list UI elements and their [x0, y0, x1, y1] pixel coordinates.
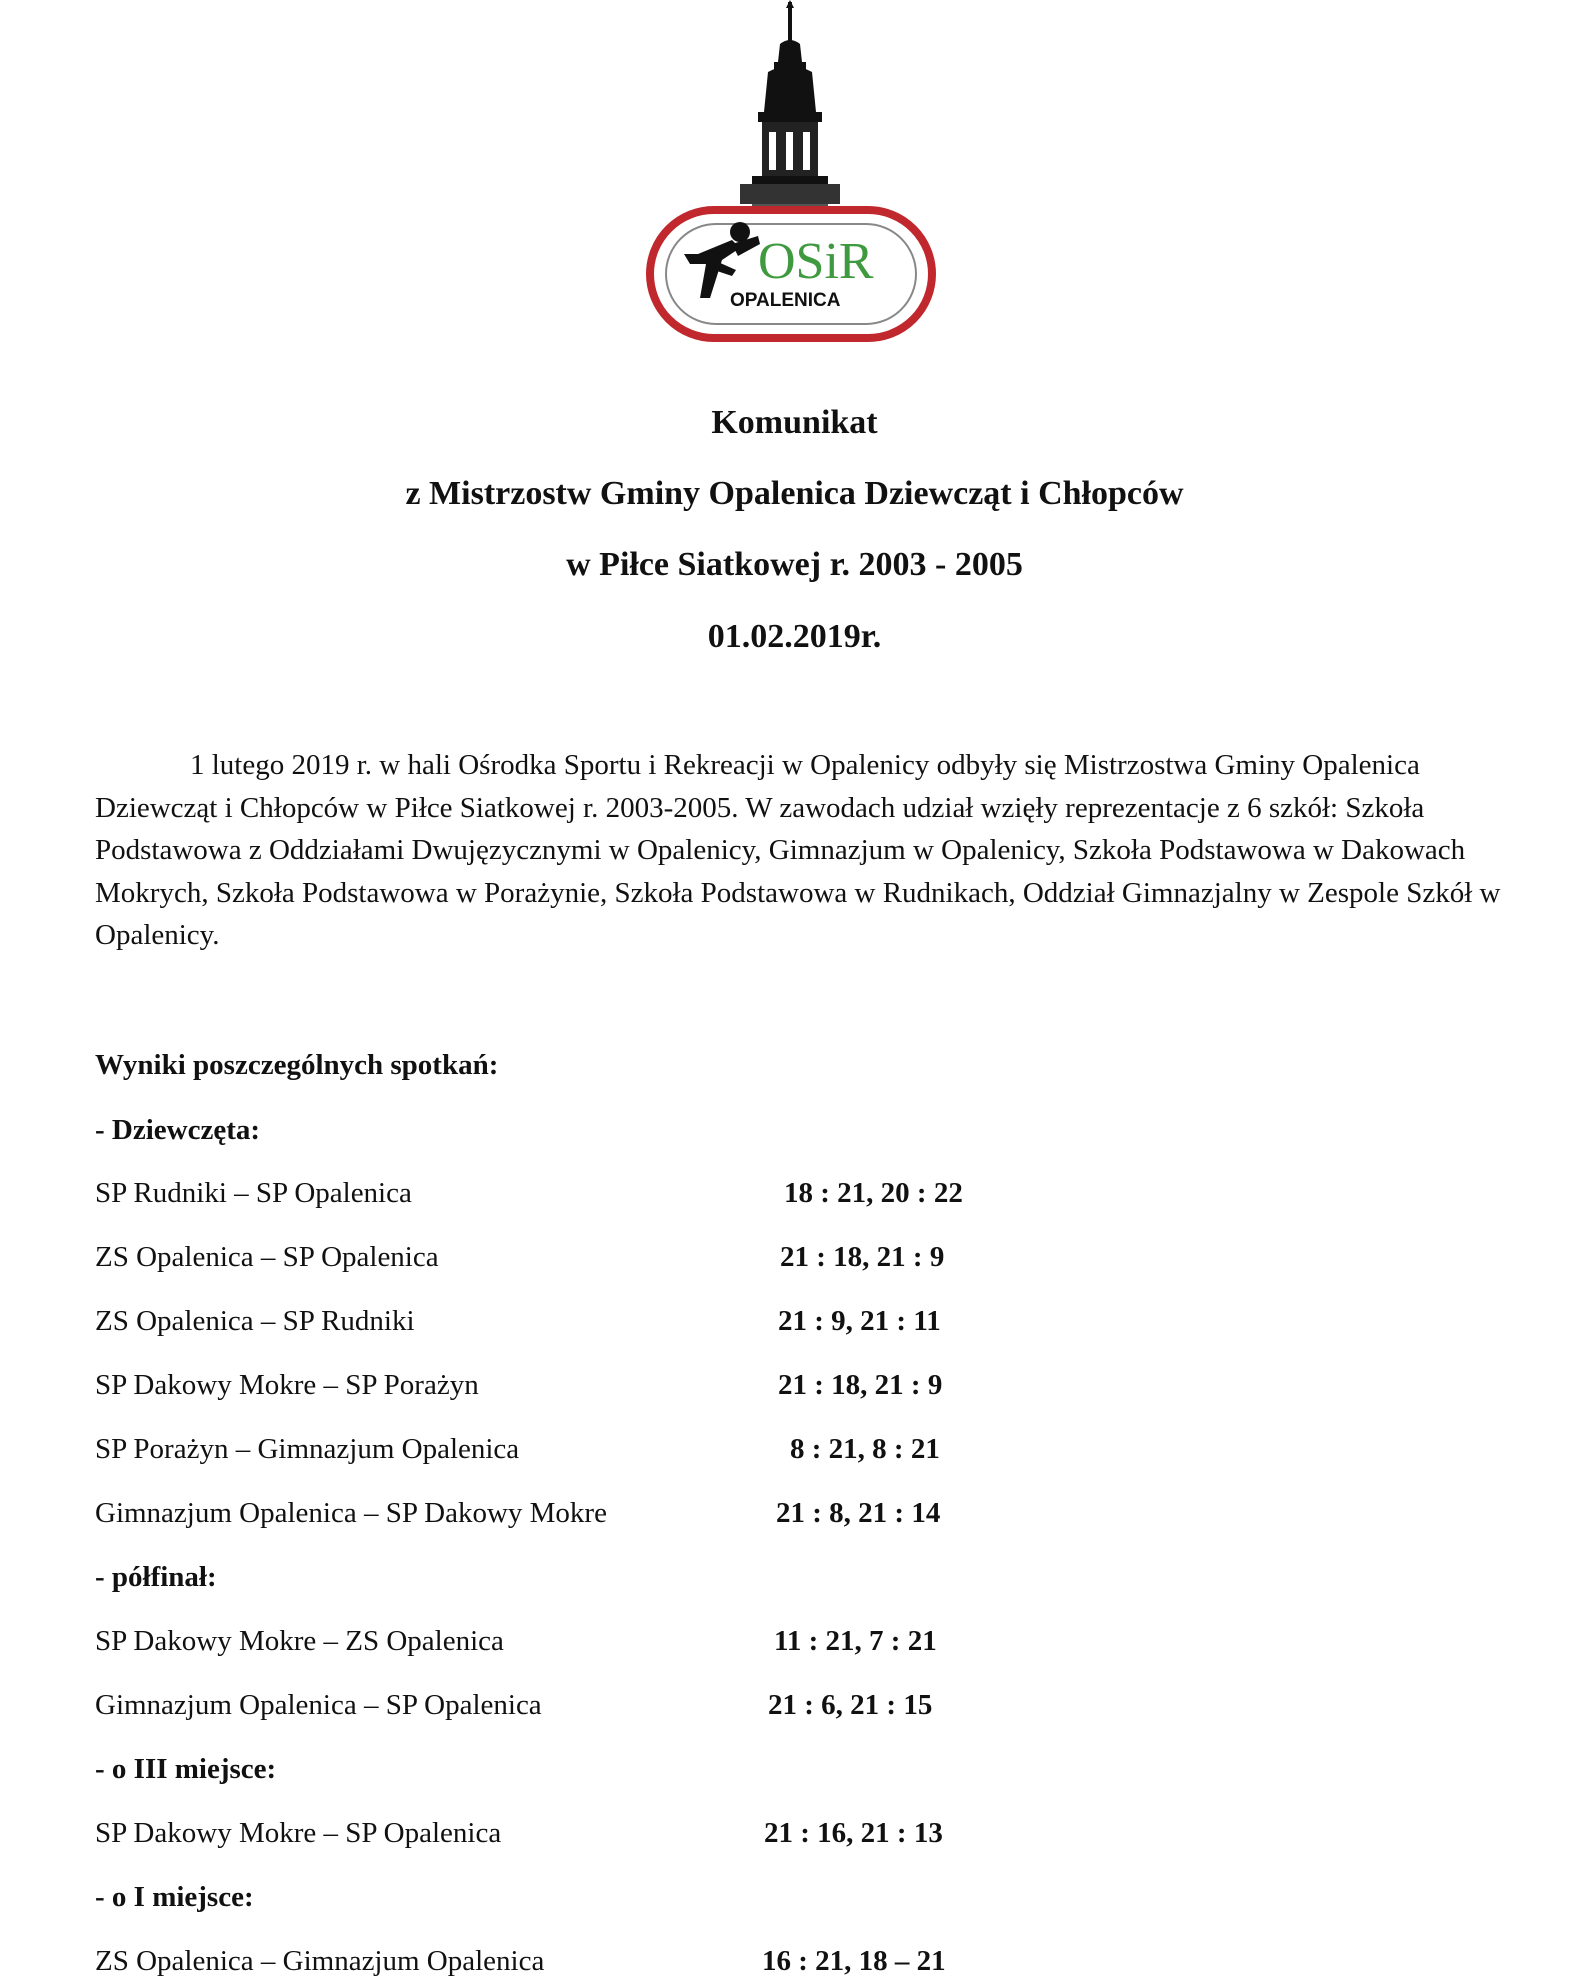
match-name: SP Dakowy Mokre – SP Porażyn [95, 1369, 479, 1401]
section-first-place: - o I miejsce: [95, 1881, 254, 1913]
match-name: SP Porażyn – Gimnazjum Opalenica [95, 1433, 520, 1465]
match-name: Gimnazjum Opalenica – SP Opalenica [95, 1689, 542, 1721]
match-score: 21 : 8, 21 : 14 [776, 1497, 941, 1529]
match-name: ZS Opalenica – Gimnazjum Opalenica [95, 1945, 545, 1977]
title-competition: z Mistrzostw Gminy Opalenica Dziewcząt i Chłopców [405, 475, 1184, 512]
title-komunikat: Komunikat [711, 404, 878, 441]
title-date: 01.02.2019r. [707, 618, 882, 655]
results-heading: Wyniki poszczególnych spotkań: [95, 1049, 499, 1081]
match-name: ZS Opalenica – SP Opalenica [95, 1241, 439, 1273]
logo-word: OSiR [758, 233, 874, 290]
intro-paragraph [95, 744, 1505, 957]
match-score: 18 : 21, 20 : 22 [784, 1177, 963, 1209]
match-score: 21 : 9, 21 : 11 [778, 1305, 941, 1337]
match-score: 21 : 16, 21 : 13 [764, 1817, 943, 1849]
match-score: 21 : 6, 21 : 15 [768, 1689, 933, 1721]
section-girls: - Dziewczęta: [95, 1114, 261, 1146]
match-name: SP Rudniki – SP Opalenica [95, 1177, 412, 1209]
match-name: ZS Opalenica – SP Rudniki [95, 1305, 415, 1337]
match-score: 21 : 18, 21 : 9 [780, 1241, 945, 1273]
match-name: SP Dakowy Mokre – ZS Opalenica [95, 1625, 504, 1657]
osir-opalenica-logo [640, 0, 940, 350]
section-third-place: - o III miejsce: [95, 1753, 277, 1785]
match-score: 21 : 18, 21 : 9 [778, 1369, 943, 1401]
match-score: 11 : 21, 7 : 21 [774, 1625, 937, 1657]
logo-place: OPALENICA [730, 290, 841, 311]
title-discipline: w Piłce Siatkowej r. 2003 - 2005 [566, 546, 1023, 583]
section-semifinal: - półfinał: [95, 1561, 217, 1593]
intro-text: 1 lutego 2019 r. w hali Ośrodka Sportu i Rekreacji w Opalenicy odbyły się Mistrzostwa Gminy Opalenica Dziewcząt i Chłopców w Piłce Siatkowej r. 2003-2005. W zawodach udział wzięły reprezentacje z 6 szkół: Szkoła Podstawowa z Oddziałami Dwujęzycznymi w Opalenicy, Gimnazjum w Opalenicy, Szkoła Podstawowa w Dakowach Mokrych, Szkoła Podstawowa w Porażynie, Szkoła Podstawowa w Rudnikach, Oddział Gimnazjalny w Zespole Szkół w Opalenicy. [95, 749, 1501, 951]
tower-icon [740, 0, 840, 214]
match-score: 16 : 21, 18 – 21 [762, 1945, 946, 1977]
match-name: Gimnazjum Opalenica – SP Dakowy Mokre [95, 1497, 607, 1529]
match-name: SP Dakowy Mokre – SP Opalenica [95, 1817, 502, 1849]
match-score: 8 : 21, 8 : 21 [790, 1433, 940, 1465]
